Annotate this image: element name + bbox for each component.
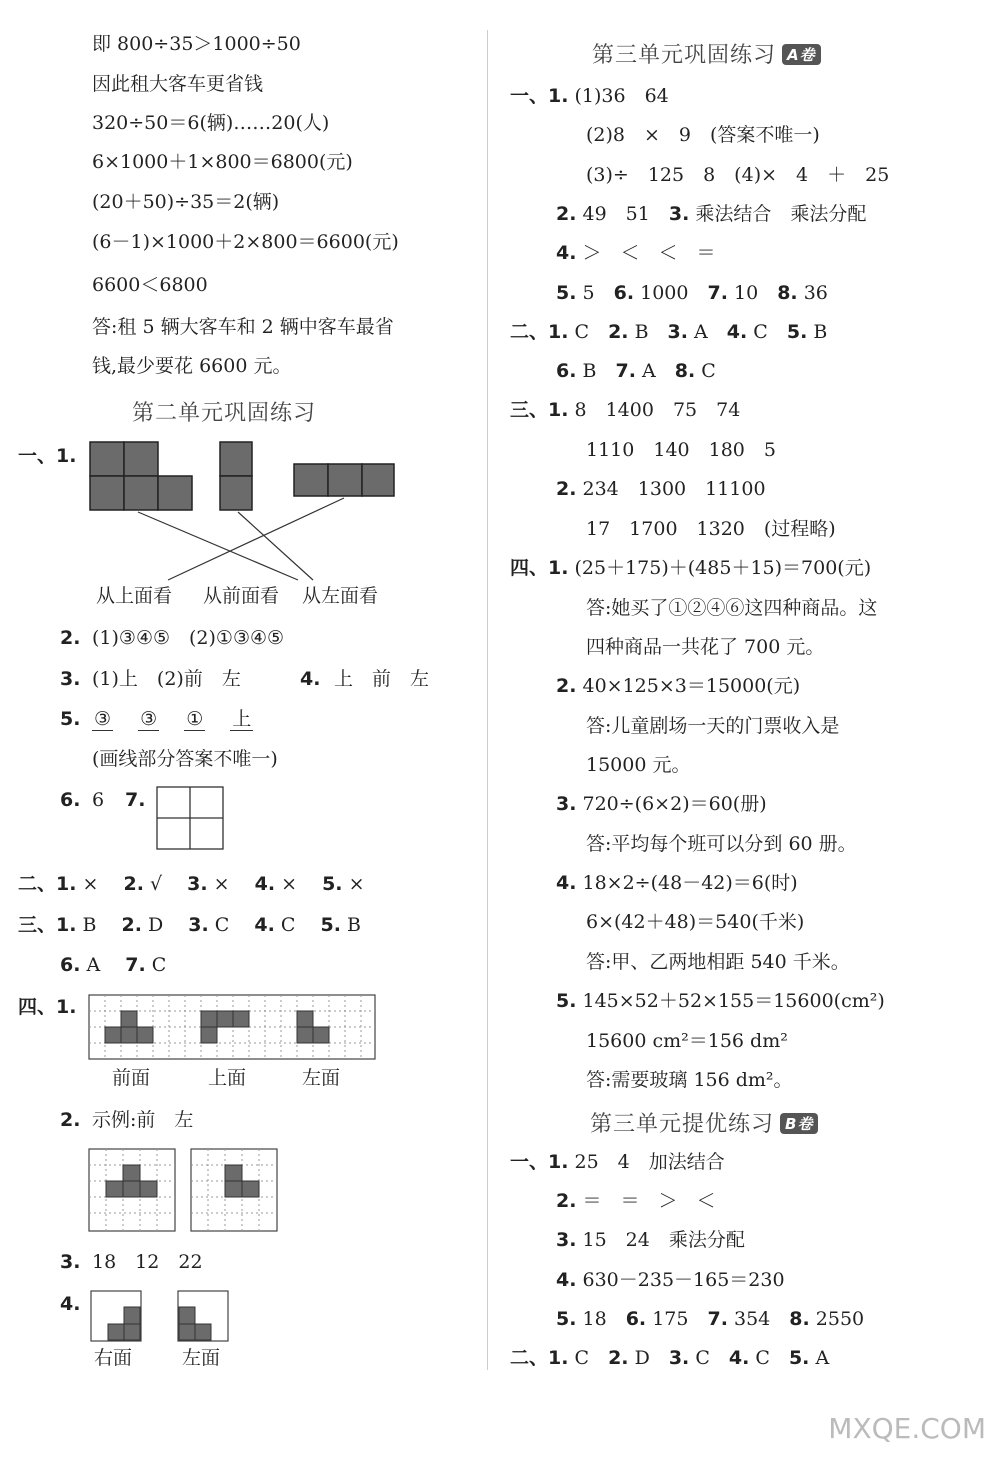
answer: C [151, 954, 167, 976]
answer-row [556, 989, 885, 1013]
line: 6600＜6800 [92, 274, 208, 296]
answer: A [815, 1347, 830, 1369]
question-number: 6. [625, 1308, 647, 1330]
answer: C [755, 1347, 770, 1369]
dotted-grid-figure [88, 994, 378, 1062]
answer: 答:需要玻璃 156 dm²。 [586, 1069, 793, 1091]
note: (画线部分答案不唯一) [92, 748, 278, 770]
column-divider [487, 30, 488, 1370]
answer: C [214, 914, 249, 936]
question-number: 3. [188, 914, 209, 936]
question-number: 2. [608, 1347, 629, 1369]
answer: C [574, 321, 590, 343]
badge: B卷 [780, 1113, 818, 1134]
answer: × [213, 873, 249, 895]
answer: 2550 [815, 1308, 865, 1330]
answer: 18×2÷(48－42)＝6(时) [582, 872, 798, 894]
question-number: 5. [786, 321, 808, 343]
question-number: 2. [123, 873, 144, 895]
view-label: 左面 [302, 1067, 341, 1089]
answer: 6×(42＋48)＝540(千米) [586, 911, 805, 933]
question-number: 5. [322, 873, 343, 895]
answer [92, 707, 253, 731]
answer: C [701, 360, 716, 382]
question-number: 5. [320, 914, 341, 936]
answer-row [556, 477, 766, 501]
line: (20＋50)÷35＝2(辆) [92, 191, 280, 213]
answer: 答:她买了①②④⑥这四种商品。这 [586, 597, 878, 619]
answer: A [694, 321, 708, 343]
question-number: 2. [60, 627, 81, 649]
answer: (25＋175)＋(485＋15)＝700(元) [574, 557, 872, 579]
line: 钱,最少要花 6600 元。 [92, 355, 292, 377]
answer-row [510, 320, 827, 344]
answer-row [556, 674, 800, 698]
question-number: 7. [707, 282, 728, 304]
answer-row [556, 871, 798, 895]
answer: × [348, 873, 365, 895]
question-number: 6. [60, 789, 81, 811]
question-number: 4. [254, 914, 275, 936]
answer: (3)÷ 125 8 (4)× 4 ＋ 25 [586, 164, 890, 186]
question-number: 2. [556, 1190, 577, 1212]
view-label: 右面 [94, 1347, 133, 1369]
question-number: 一、1. [18, 445, 77, 467]
answer: 答:甲、乙两地相距 540 千米。 [586, 951, 850, 973]
answer: 40×125×3＝15000(元) [582, 675, 801, 697]
answer: 17 1700 1320 (过程略) [586, 518, 836, 540]
answer: 乘法结合 乘法分配 [695, 203, 867, 225]
answer-row [556, 1307, 864, 1331]
answer: B [813, 321, 828, 343]
section-title-text: 第三单元提优练习 [590, 1112, 775, 1137]
answer-row [556, 1189, 716, 1213]
question-number: 2. [556, 675, 577, 697]
line: 320÷50＝6(辆)……20(人) [92, 112, 330, 134]
question-number: 7. [707, 1308, 728, 1330]
answer: × [281, 873, 317, 895]
question-number: 5. [788, 1347, 810, 1369]
question-number: 6. [60, 954, 81, 976]
example-grids-figure [88, 1148, 280, 1234]
answer: (2)8 × 9 (答案不唯一) [586, 124, 820, 146]
question-number: 3. [668, 203, 690, 225]
question-number: 四、1. [510, 557, 569, 579]
underlined-answer: ① [186, 708, 204, 730]
line: (6－1)×1000＋2×800＝6600(元) [92, 231, 399, 253]
answer: ＞ ＜ ＜ ＝ [582, 242, 716, 264]
view-label: 从上面看 [96, 585, 173, 607]
question-number: 4. [60, 1293, 81, 1315]
question-number: 5. [556, 990, 577, 1012]
question-number: 8. [777, 282, 798, 304]
answer-row [510, 1346, 829, 1370]
views-figure [88, 440, 408, 590]
answer: √ [149, 873, 182, 895]
question-number: 一、1. [510, 1151, 569, 1173]
answer: 145×52＋52×155＝15600(cm²) [582, 990, 885, 1012]
question-number: 2. [556, 478, 577, 500]
question-number: 二、1. [18, 873, 77, 895]
question-number: 8. [674, 360, 696, 382]
question-number: 5. [556, 282, 577, 304]
answer: 18 12 22 [92, 1251, 203, 1273]
answer-row [556, 359, 716, 383]
answer: 234 1300 11100 [582, 478, 766, 500]
answer: (1)上 (2)前 左 [92, 668, 241, 690]
section-title: 第二单元巩固练习 [132, 401, 317, 426]
answer: 10 [733, 282, 759, 304]
question-number: 3. [60, 668, 81, 690]
answer: ＝ ＝ ＞ ＜ [582, 1190, 716, 1212]
question-number: 3. [556, 793, 577, 815]
answer: 示例:前 左 [92, 1109, 194, 1131]
underlined-answer: ③ [94, 708, 112, 730]
answer: B [582, 360, 597, 382]
answer: 15600 cm²＝156 dm² [586, 1030, 788, 1052]
answer: 四种商品一共花了 700 元。 [586, 636, 825, 658]
question-number: 3. [60, 1251, 81, 1273]
view-label: 左面 [182, 1347, 221, 1369]
answer: 720÷(6×2)＝60(册) [582, 793, 767, 815]
answer: 5 [582, 282, 595, 304]
underlined-answer: 上 [232, 708, 252, 730]
answer-row [556, 202, 866, 226]
answer: 25 4 加法结合 [574, 1151, 725, 1173]
answer: × [82, 873, 118, 895]
question-number: 4. [726, 321, 748, 343]
question-number: 3. [668, 1347, 690, 1369]
question-number: 4. [254, 873, 276, 895]
question-number: 2. [608, 321, 629, 343]
answer: (1)③④⑤ (2)①③④⑤ [92, 627, 285, 649]
answer: D [148, 914, 183, 936]
underlined-answer: ③ [140, 708, 158, 730]
question-number: 4. [556, 242, 577, 264]
answer: 175 [652, 1308, 689, 1330]
question-number: 5. [556, 1308, 577, 1330]
question-number: 四、1. [18, 996, 77, 1018]
line: 答:租 5 辆大客车和 2 辆中客车最省 [92, 316, 394, 338]
answer-row [510, 398, 740, 422]
answer: B [82, 914, 116, 936]
answer-row [18, 913, 361, 937]
question-number: 3. [556, 1229, 577, 1251]
answer: 1110 140 180 5 [586, 439, 776, 461]
answer-row [556, 281, 828, 305]
question-number: 4. [556, 1269, 577, 1291]
question-number: 7. [125, 789, 146, 811]
view-label: 从前面看 [203, 585, 280, 607]
question-number: 二、1. [510, 1347, 569, 1369]
watermark: MXQE.COM [828, 1412, 986, 1445]
answer: 630－235－165＝230 [582, 1269, 785, 1291]
answer: B [346, 914, 361, 936]
question-number: 3. [667, 321, 688, 343]
answer: C [574, 1347, 590, 1369]
question-number: 2. [556, 203, 577, 225]
question-number: 4. [300, 668, 321, 690]
question-number: 2. [121, 914, 142, 936]
answer: 答:平均每个班可以分到 60 册。 [586, 833, 857, 855]
answer: C [280, 914, 315, 936]
question-number: 2. [60, 1109, 81, 1131]
question-number: 8. [789, 1308, 810, 1330]
answer: 354 [733, 1308, 771, 1330]
question-number: 二、1. [510, 321, 569, 343]
answer: 18 [582, 1308, 607, 1330]
answer: A [86, 954, 120, 976]
answer: B [634, 321, 649, 343]
answer-row [510, 84, 669, 108]
answer-row [556, 241, 716, 265]
question-number: 7. [125, 954, 146, 976]
answer: 1000 [640, 282, 689, 304]
question-number: 一、1. [510, 85, 569, 107]
answer: 49 51 [582, 203, 650, 225]
answer: 15 24 乘法分配 [582, 1229, 745, 1251]
view-label: 从左面看 [302, 585, 379, 607]
section-title [592, 38, 821, 69]
answer-row [510, 556, 871, 580]
answer-row [510, 1150, 725, 1174]
answer: A [641, 360, 656, 382]
answer: D [634, 1347, 650, 1369]
answer: 15000 元。 [586, 754, 691, 776]
answer: (1)36 64 [574, 85, 669, 107]
section-title-text: 第三单元巩固练习 [592, 43, 777, 68]
line: 因此租大客车更省钱 [92, 73, 264, 95]
side-views-figure [90, 1290, 235, 1344]
answer-row [556, 1228, 745, 1252]
answer: C [753, 321, 768, 343]
answer: 6 [92, 789, 105, 811]
question-number: 6. [613, 282, 635, 304]
question-number: 6. [556, 360, 577, 382]
answer: 答:儿童剧场一天的门票收入是 [586, 715, 840, 737]
question-number: 三、1. [510, 399, 569, 421]
question-number: 5. [60, 708, 81, 730]
question-number: 7. [615, 360, 636, 382]
answer: 36 [803, 282, 828, 304]
answer-row [18, 872, 364, 896]
answer-row [60, 953, 166, 977]
answer-row [556, 792, 767, 816]
square-figure [156, 786, 226, 852]
answer: 上 前 左 [334, 668, 430, 690]
view-label: 上面 [208, 1067, 247, 1089]
line: 6×1000＋1×800＝6800(元) [92, 151, 353, 173]
question-number: 3. [187, 873, 208, 895]
question-number: 三、1. [18, 914, 77, 936]
question-number: 4. [556, 872, 577, 894]
badge: A卷 [782, 44, 821, 65]
question-number: 4. [728, 1347, 750, 1369]
answer: 8 1400 75 74 [574, 399, 741, 421]
view-label: 前面 [112, 1067, 151, 1089]
answer-row [556, 1268, 785, 1292]
line: 即 800÷35＞1000÷50 [92, 33, 301, 55]
section-title [590, 1107, 818, 1138]
answer: C [695, 1347, 710, 1369]
